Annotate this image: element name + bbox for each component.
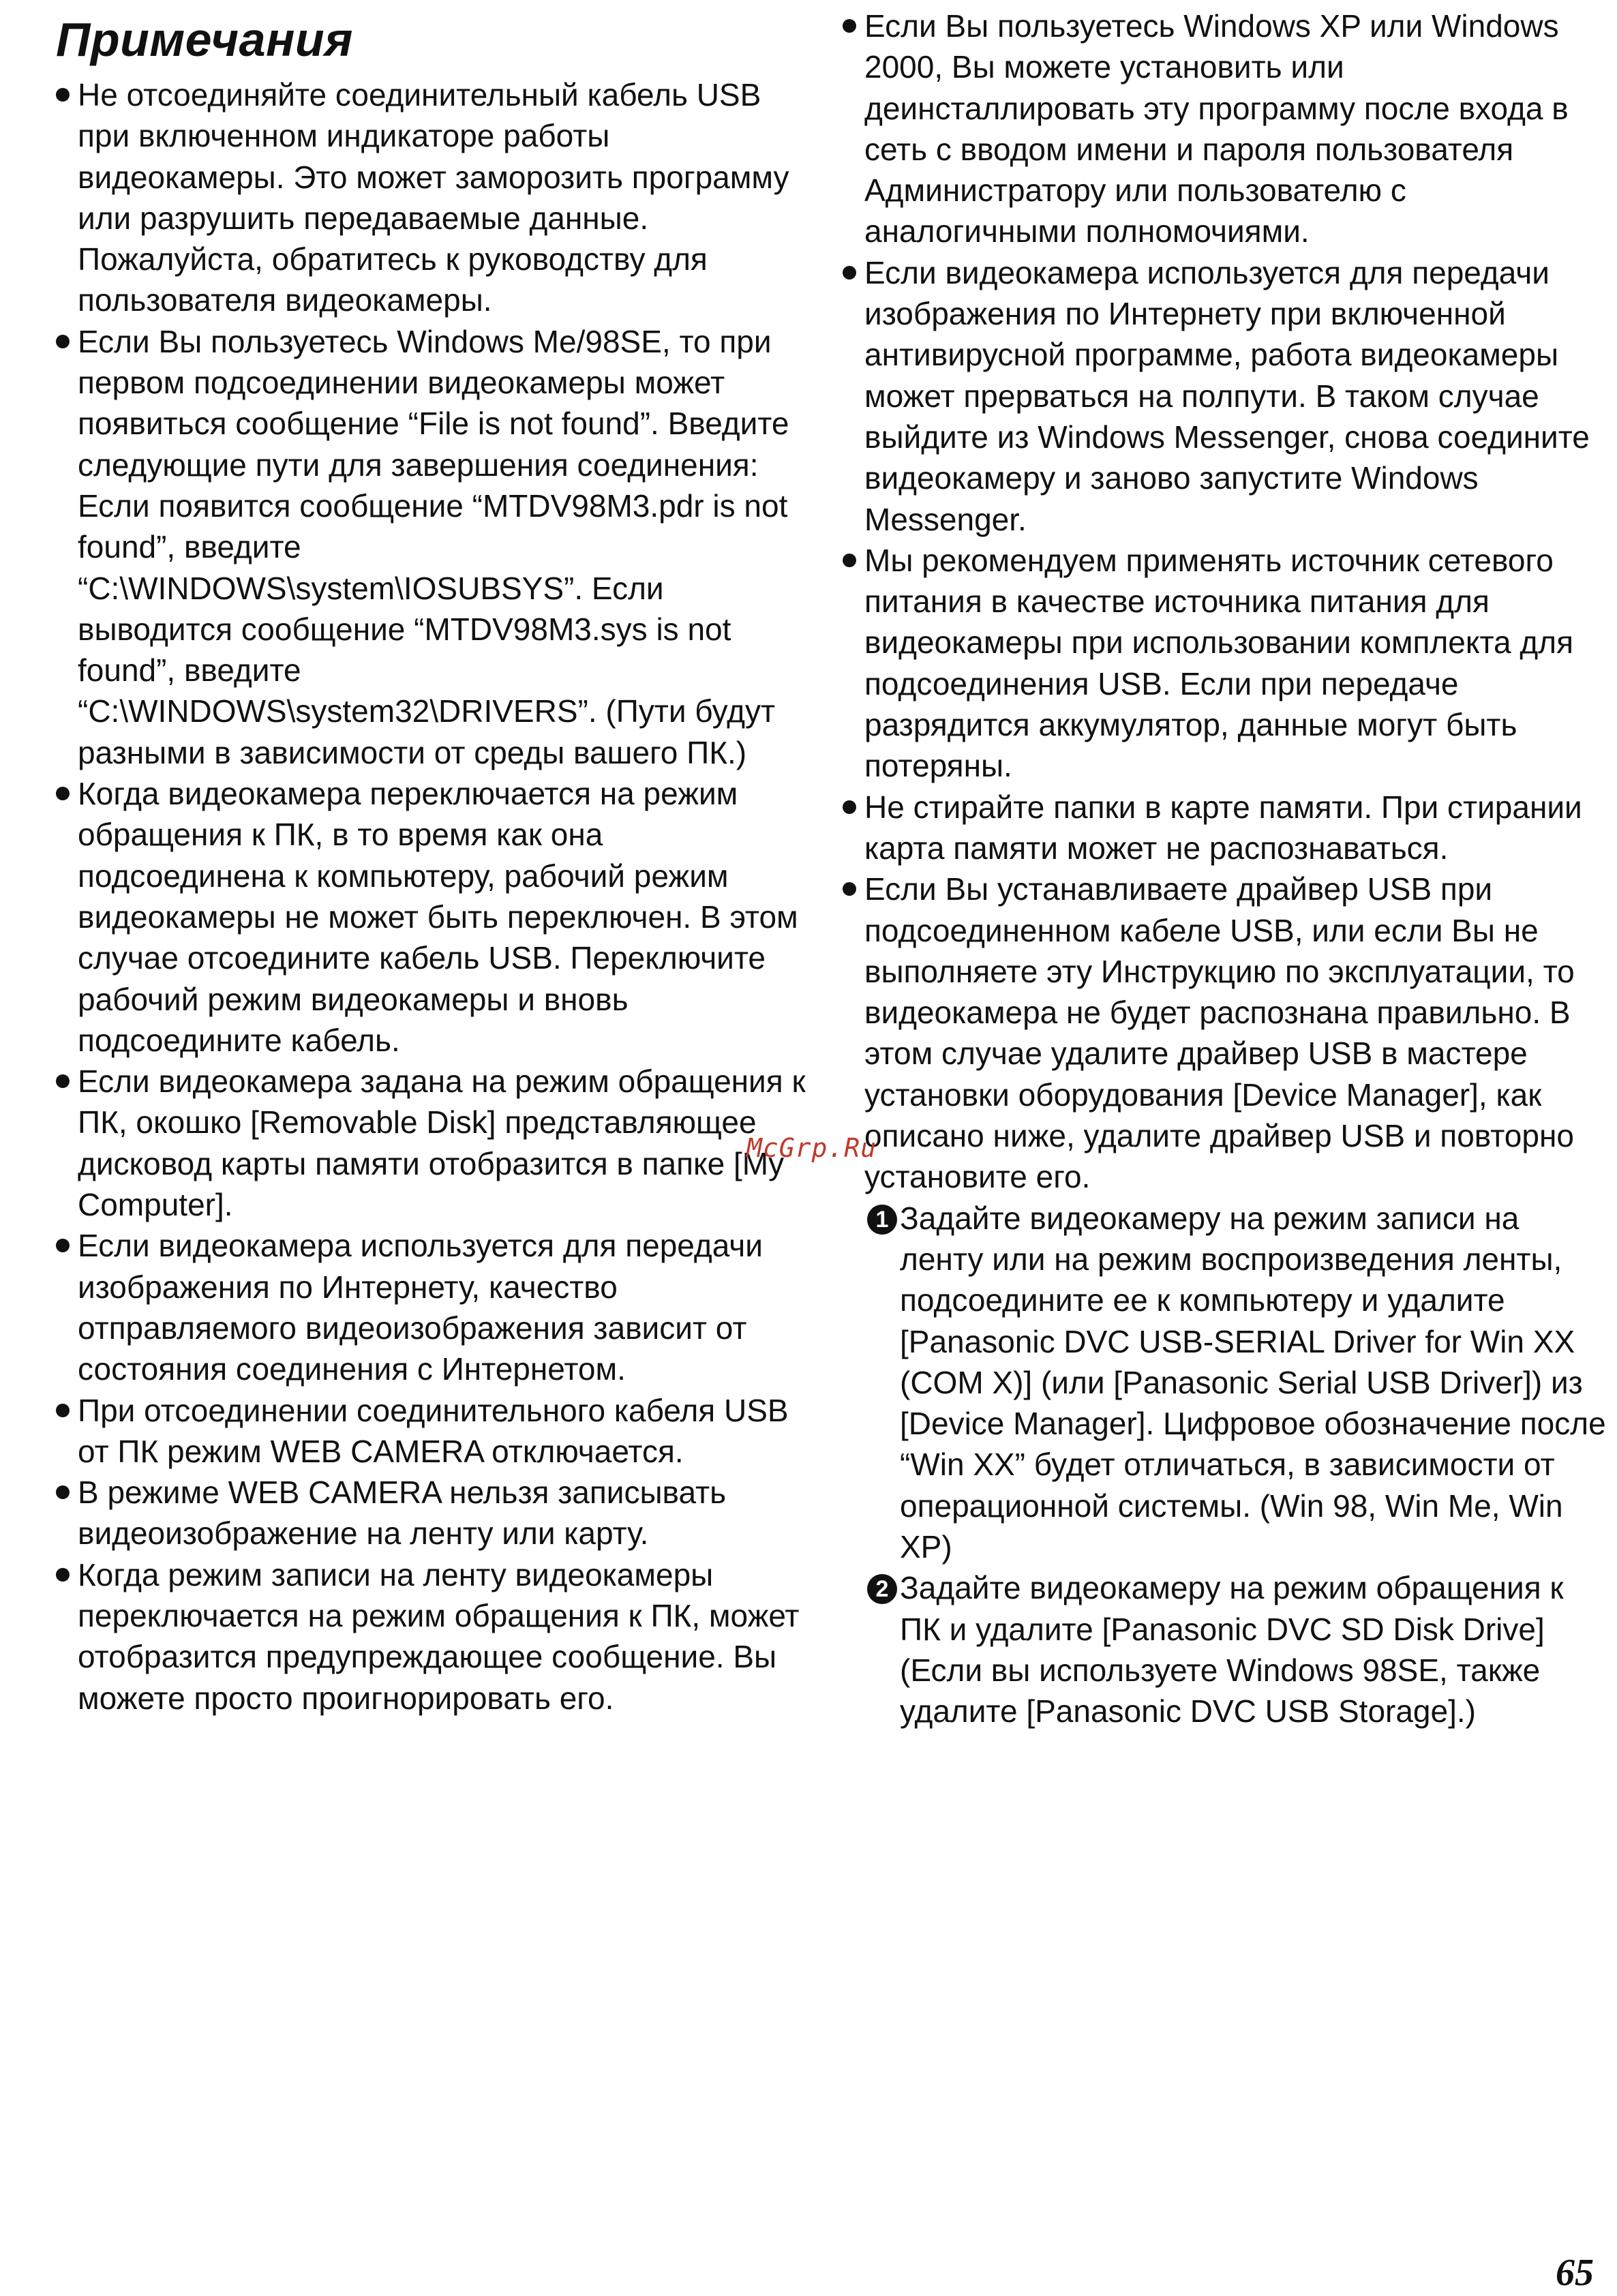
bullet-icon	[843, 882, 856, 896]
note-item	[843, 5, 1607, 252]
bullet-icon	[56, 1485, 70, 1499]
step-text: Задайте видеокамеру на режим обращения к ПК и удалите [Panasonic DVC SD Disk Drive] (Если вы используете Windows 98SE, также удалите [Panasonic DVC USB Storage].)	[900, 1570, 1564, 1729]
bullet-icon	[843, 800, 856, 814]
step-item	[867, 1198, 1607, 1568]
note-item	[56, 773, 813, 1061]
note-text: При отсоединении соединительного кабеля USB от ПК режим WEB CAMERA отключается.	[78, 1392, 789, 1469]
watermark: McGrp.Ru	[746, 1133, 877, 1163]
bullet-icon	[843, 266, 856, 280]
bullet-icon	[843, 19, 856, 33]
note-item	[843, 868, 1607, 1197]
note-text: Если видеокамера используется для передачи изображения по Интернету при включенной антивирусной программе, работа видеокамеры может прерваться на полпути. В таком случае выйдите из Windows Messenger, снова соедините видеокамеру и заново запустите Windows Messenger.	[864, 254, 1590, 537]
note-text: Если Вы устанавливаете драйвер USB при подсоединенном кабеле USB, или если Вы не выполняете эту Инструкцию по эксплуатации, то видеокамера не будет распознана правильно. В этом случае удалите драйвер USB в мастере установки оборудования [Device Manager], как описано ниже, удалите драйвер USB и повторно установите его.	[864, 871, 1575, 1195]
bullet-icon	[56, 335, 70, 348]
page-title: Примечания	[56, 13, 353, 66]
note-text: Если Вы пользуетесь Windows XP или Windows 2000, Вы можете установить или деинсталлировать эту программу после входа в сеть с вводом имени и пароля пользователя Администратору или пользователю с аналогичными полномочиями.	[864, 8, 1569, 250]
step-item	[867, 1567, 1607, 1732]
right-column	[843, 5, 1607, 1732]
note-text: Не отсоединяйте соединительный кабель USB при включенном индикаторе работы видеокамеры. Это может заморозить программу или разрушить передаваемые данные. Пожалуйста, обратитесь к руководству для пользователя видеокамеры.	[78, 77, 789, 318]
bullet-icon	[56, 1404, 70, 1417]
bullet-icon	[56, 88, 70, 102]
note-text: Мы рекомендуем применять источник сетевого питания в качестве источника питания для видеокамеры при использовании комплекта для подсоединения USB. Если при передаче разрядится аккумулятор, данные могут быть потеряны.	[864, 542, 1574, 784]
note-item	[56, 1061, 813, 1225]
step-number-icon: 2	[867, 1574, 897, 1604]
note-text: Когда видеокамера переключается на режим обращения к ПК, в то время как она подсоединена к компьютеру, рабочий режим видеокамеры не может быть переключен. В этом случае отсоедините кабель USB. Переключите рабочий режим видеокамеры и вновь подсоедините кабель.	[78, 776, 798, 1058]
left-column	[56, 74, 813, 1719]
bullet-icon	[56, 1568, 70, 1582]
note-text: Не стирайте папки в карте памяти. При стирании карта памяти может не распознаваться.	[864, 789, 1582, 866]
note-item	[56, 74, 813, 321]
note-text: Если видеокамера используется для передачи изображения по Интернету, качество отправляемого видеоизображения зависит от состояния соединения с Интернетом.	[78, 1228, 763, 1387]
note-text: Если видеокамера задана на режим обращения к ПК, окошко [Removable Disk] представляющее дисковод карты памяти отобразится в папке [My Computer].	[78, 1063, 806, 1223]
bullet-icon	[56, 1074, 70, 1088]
note-item	[843, 252, 1607, 540]
note-text: Когда режим записи на ленту видеокамеры переключается на режим обращения к ПК, может отобразится предупреждающее сообщение. Вы можете просто проигнорировать его.	[78, 1556, 800, 1716]
bullet-icon	[56, 787, 70, 800]
page-number: 65	[1556, 2252, 1594, 2294]
note-item	[56, 1225, 813, 1389]
note-item	[843, 540, 1607, 787]
note-text: Если Вы пользуетесь Windows Me/98SE, то при первом подсоединении видеокамеры может появиться сообщение “File is not found”. Введите следующие пути для завершения соединения: Если появится сообщение “MTDV98M3.pdr is not found”, введите “C:\WINDOWS\system\IOSUBSYS”. Если выводится сообщение “MTDV98M3.sys is not found”, введите “C:\WINDOWS\system32\DRIVERS”. (Пути будут разными в зависимости от среды вашего ПК.)	[78, 323, 789, 770]
note-text: В режиме WEB CAMERA нельзя записывать видеоизображение на ленту или карту.	[78, 1475, 727, 1552]
note-item	[843, 787, 1607, 869]
note-item	[56, 1472, 813, 1554]
bullet-icon	[56, 1239, 70, 1252]
step-number-icon: 1	[867, 1205, 897, 1235]
note-item	[56, 1554, 813, 1719]
bullet-icon	[843, 554, 856, 567]
step-text: Задайте видеокамеру на режим записи на ленту или на режим воспроизведения ленты, подсоедините ее к компьютеру и удалите [Panasonic DVC USB-SERIAL Driver for Win XX (COM X)] (или [Panasonic Serial USB Driver]) из [Device Manager]. Цифровое обозначение после “Win XX” будет отличаться, в зависимости от операционной системы. (Win 98, Win Me, Win XP)	[900, 1200, 1606, 1565]
note-item	[56, 1390, 813, 1472]
note-item	[56, 321, 813, 773]
